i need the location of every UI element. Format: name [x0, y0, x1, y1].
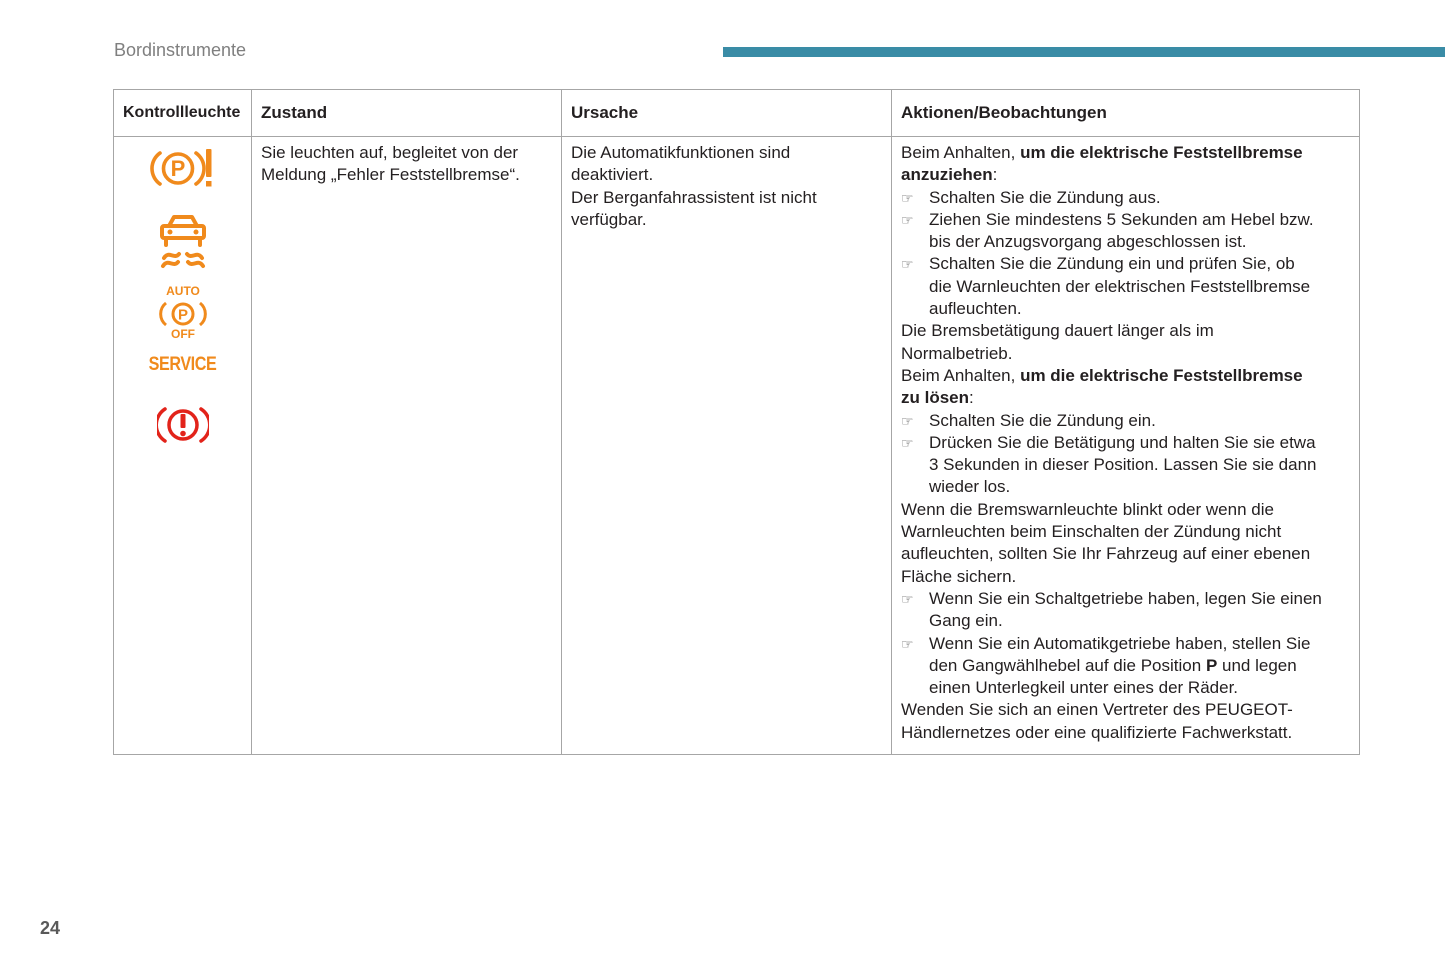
release-brake-intro-end	[901, 387, 1350, 409]
pointing-hand-icon: ☞	[901, 590, 914, 607]
brake-warning-icon	[157, 404, 209, 446]
closing-line: Wenden Sie sich an einen Vertreter des PEUGEOT-	[901, 700, 1293, 720]
apply-brake-intro-end	[901, 164, 1350, 186]
ursache-cell	[562, 137, 892, 755]
list-item	[901, 209, 1350, 254]
section-title: Bordinstrumente	[114, 40, 247, 60]
intro-emphasis: um die elektrische Feststellbremse	[1020, 365, 1303, 385]
zustand-cell	[252, 137, 562, 755]
list-item	[901, 633, 1350, 700]
intro-text: Beim Anhalten,	[901, 365, 1021, 385]
column-header-zustand: Zustand	[252, 90, 562, 137]
page-number: 24	[40, 918, 61, 938]
column-header-ursache: Ursache	[562, 90, 892, 137]
dynamic-stability-control-icon	[155, 212, 211, 270]
intro-emphasis: um die elektrische Feststellbremse	[1020, 143, 1303, 162]
pointing-hand-icon: ☞	[901, 211, 914, 228]
ursache-line: Der Berganfahrassistent ist nicht	[571, 187, 817, 207]
header-accent-bar	[723, 47, 1445, 57]
ursache-line: verfügbar.	[571, 209, 647, 229]
warning-icons-cell	[114, 137, 252, 755]
list-item-line	[929, 655, 1350, 677]
svg-text:P: P	[177, 306, 188, 324]
svg-text:AUTO: AUTO	[165, 284, 200, 298]
column-header-aktionen: Aktionen/Beobachtungen	[892, 90, 1360, 137]
list-item	[901, 187, 1350, 209]
list-item-line: die Warnleuchten der elektrischen Feststellbremse	[929, 276, 1311, 296]
list-item-line: Wenn Sie ein Automatikgetriebe haben, stellen Sie	[929, 633, 1311, 653]
pointing-hand-icon: ☞	[901, 256, 914, 273]
apply-brake-intro	[901, 142, 1350, 164]
list-item-line: Gang ein.	[929, 611, 1003, 631]
aktionen-cell	[892, 137, 1360, 755]
note-line: Normalbetrieb.	[901, 343, 1013, 363]
list-item	[901, 588, 1350, 633]
list-item-line: 3 Sekunden in dieser Position. Lassen Sie sie dann	[929, 455, 1317, 475]
intro-emphasis: zu lösen	[901, 388, 970, 408]
table-row	[114, 137, 1360, 755]
release-brake-intro	[901, 365, 1350, 387]
list-item-line: aufleuchten.	[929, 299, 1022, 319]
table-header-row	[114, 90, 1360, 137]
list-item	[901, 253, 1350, 320]
zustand-line: Meldung „Fehler Feststellbremse“.	[261, 165, 520, 185]
pointing-hand-icon: ☞	[901, 189, 914, 206]
intro-emphasis: anzuziehen	[901, 165, 993, 185]
note-line: Wenn die Bremswarnleuchte blinkt oder wenn die	[901, 499, 1274, 519]
gear-position-label: P	[1205, 655, 1218, 675]
note-line: Warnleuchten beim Einschalten der Zündung nicht	[901, 522, 1282, 542]
list-item-line: einen Unterlegkeil unter eines der Räder.	[929, 678, 1239, 698]
intro-text: :	[992, 165, 998, 185]
closing-line: Händlernetzes oder eine qualifizierte Fachwerkstatt.	[901, 722, 1293, 742]
list-item-text: und legen	[1217, 655, 1297, 675]
column-header-kontrollleuchte: Kontrollleuchte	[114, 90, 252, 137]
ursache-line: Die Automatikfunktionen sind	[571, 143, 791, 162]
list-item-line: Ziehen Sie mindestens 5 Sekunden am Hebel bzw.	[929, 209, 1314, 229]
list-item-line: bis der Anzugsvorgang abgeschlossen ist.	[929, 232, 1247, 252]
svg-text:OFF: OFF	[170, 327, 195, 340]
list-item-line: Schalten Sie die Zündung ein und prüfen Sie, ob	[929, 254, 1295, 274]
list-item-line: Drücken Sie die Betätigung und halten Sie sie etwa	[929, 432, 1316, 452]
list-item-line: wieder los.	[929, 477, 1011, 497]
pointing-hand-icon: ☞	[901, 434, 914, 451]
list-item	[901, 432, 1350, 499]
note-line: Fläche sichern.	[901, 566, 1017, 586]
list-item-line: Schalten Sie die Zündung ein.	[929, 410, 1156, 430]
intro-text: Beim Anhalten,	[901, 143, 1021, 162]
pointing-hand-icon: ☞	[901, 635, 914, 652]
parking-brake-fault-icon	[150, 146, 216, 192]
service-icon: SERVICE	[148, 354, 217, 375]
list-item	[901, 410, 1350, 432]
auto-off-parking-icon	[153, 284, 213, 340]
note-line: Die Bremsbetätigung dauert länger als im	[901, 321, 1214, 341]
warning-lights-table	[113, 89, 1360, 755]
ursache-line: deaktiviert.	[571, 165, 654, 185]
svg-text:P: P	[170, 156, 185, 181]
pointing-hand-icon: ☞	[901, 412, 914, 429]
intro-text: :	[969, 388, 974, 408]
list-item-line: Schalten Sie die Zündung aus.	[929, 187, 1161, 207]
list-item-text: den Gangwählhebel auf die Position	[929, 655, 1206, 675]
list-item-line: Wenn Sie ein Schaltgetriebe haben, legen Sie einen	[929, 588, 1322, 608]
zustand-line: Sie leuchten auf, begleitet von der	[261, 143, 519, 162]
note-line: aufleuchten, sollten Sie Ihr Fahrzeug auf einer ebenen	[901, 544, 1311, 564]
